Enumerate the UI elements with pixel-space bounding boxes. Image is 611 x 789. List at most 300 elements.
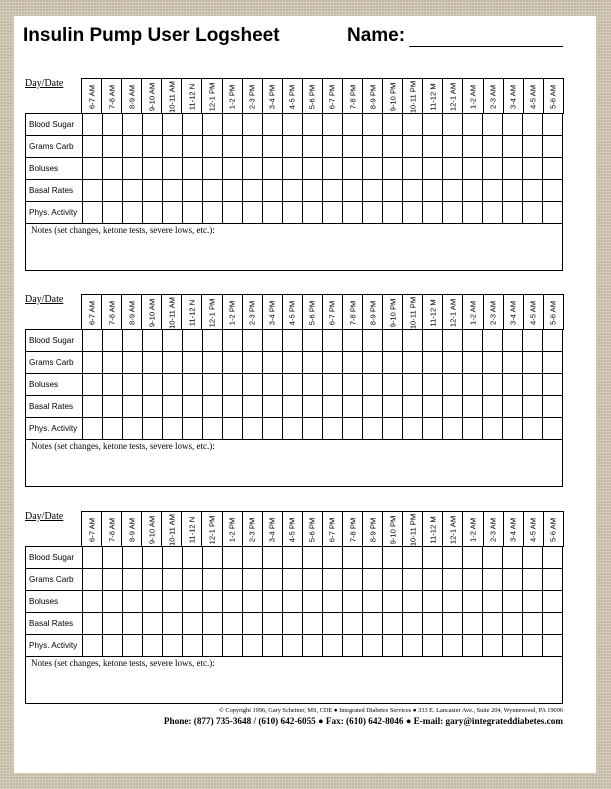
log-entry-cell[interactable] <box>323 374 343 396</box>
log-entry-cell[interactable] <box>443 180 463 202</box>
log-entry-cell[interactable] <box>363 158 383 180</box>
log-entry-cell[interactable] <box>83 136 103 158</box>
log-entry-cell[interactable] <box>103 202 123 224</box>
log-entry-cell[interactable] <box>403 547 423 569</box>
log-entry-cell[interactable] <box>463 613 483 635</box>
log-entry-cell[interactable] <box>283 547 303 569</box>
log-entry-cell[interactable] <box>403 180 423 202</box>
log-entry-cell[interactable] <box>163 418 183 440</box>
log-entry-cell[interactable] <box>383 158 403 180</box>
log-entry-cell[interactable] <box>363 635 383 657</box>
log-entry-cell[interactable] <box>183 613 203 635</box>
log-entry-cell[interactable] <box>123 374 143 396</box>
log-entry-cell[interactable] <box>223 114 243 136</box>
log-entry-cell[interactable] <box>343 635 363 657</box>
log-entry-cell[interactable] <box>343 114 363 136</box>
notes-box[interactable] <box>25 223 563 271</box>
log-entry-cell[interactable] <box>263 158 283 180</box>
log-entry-cell[interactable] <box>83 569 103 591</box>
log-entry-cell[interactable] <box>443 396 463 418</box>
log-entry-cell[interactable] <box>103 158 123 180</box>
log-entry-cell[interactable] <box>263 114 283 136</box>
log-entry-cell[interactable] <box>83 180 103 202</box>
log-entry-cell[interactable] <box>203 591 223 613</box>
log-entry-cell[interactable] <box>83 547 103 569</box>
log-entry-cell[interactable] <box>223 158 243 180</box>
log-entry-cell[interactable] <box>343 352 363 374</box>
log-entry-cell[interactable] <box>163 330 183 352</box>
log-entry-cell[interactable] <box>523 352 543 374</box>
log-entry-cell[interactable] <box>203 158 223 180</box>
log-entry-cell[interactable] <box>163 180 183 202</box>
log-entry-cell[interactable] <box>183 180 203 202</box>
log-entry-cell[interactable] <box>203 114 223 136</box>
log-entry-cell[interactable] <box>383 136 403 158</box>
log-entry-cell[interactable] <box>543 202 563 224</box>
log-entry-cell[interactable] <box>343 613 363 635</box>
log-entry-cell[interactable] <box>203 374 223 396</box>
log-entry-cell[interactable] <box>483 352 503 374</box>
log-entry-cell[interactable] <box>543 418 563 440</box>
log-entry-cell[interactable] <box>363 547 383 569</box>
log-entry-cell[interactable] <box>383 180 403 202</box>
log-entry-cell[interactable] <box>203 613 223 635</box>
log-entry-cell[interactable] <box>143 591 163 613</box>
log-entry-cell[interactable] <box>543 396 563 418</box>
log-entry-cell[interactable] <box>303 547 323 569</box>
log-entry-cell[interactable] <box>243 352 263 374</box>
log-entry-cell[interactable] <box>503 613 523 635</box>
log-entry-cell[interactable] <box>423 547 443 569</box>
log-entry-cell[interactable] <box>243 569 263 591</box>
log-entry-cell[interactable] <box>243 180 263 202</box>
log-entry-cell[interactable] <box>283 591 303 613</box>
log-entry-cell[interactable] <box>383 613 403 635</box>
log-entry-cell[interactable] <box>303 591 323 613</box>
log-entry-cell[interactable] <box>503 418 523 440</box>
log-entry-cell[interactable] <box>523 547 543 569</box>
log-entry-cell[interactable] <box>443 374 463 396</box>
log-entry-cell[interactable] <box>163 569 183 591</box>
log-entry-cell[interactable] <box>83 158 103 180</box>
log-entry-cell[interactable] <box>283 569 303 591</box>
log-entry-cell[interactable] <box>443 330 463 352</box>
log-entry-cell[interactable] <box>263 613 283 635</box>
log-entry-cell[interactable] <box>103 635 123 657</box>
log-entry-cell[interactable] <box>303 114 323 136</box>
log-entry-cell[interactable] <box>403 635 423 657</box>
log-entry-cell[interactable] <box>423 396 443 418</box>
log-entry-cell[interactable] <box>143 114 163 136</box>
log-entry-cell[interactable] <box>503 352 523 374</box>
log-entry-cell[interactable] <box>123 180 143 202</box>
log-entry-cell[interactable] <box>503 158 523 180</box>
log-entry-cell[interactable] <box>243 114 263 136</box>
log-entry-cell[interactable] <box>83 352 103 374</box>
log-entry-cell[interactable] <box>343 396 363 418</box>
log-entry-cell[interactable] <box>443 613 463 635</box>
log-entry-cell[interactable] <box>103 418 123 440</box>
log-entry-cell[interactable] <box>103 396 123 418</box>
log-entry-cell[interactable] <box>283 613 303 635</box>
log-entry-cell[interactable] <box>383 330 403 352</box>
log-entry-cell[interactable] <box>403 613 423 635</box>
log-entry-cell[interactable] <box>323 180 343 202</box>
log-entry-cell[interactable] <box>403 418 423 440</box>
log-entry-cell[interactable] <box>403 591 423 613</box>
log-entry-cell[interactable] <box>143 330 163 352</box>
log-entry-cell[interactable] <box>463 591 483 613</box>
log-entry-cell[interactable] <box>283 330 303 352</box>
log-entry-cell[interactable] <box>103 569 123 591</box>
log-entry-cell[interactable] <box>143 202 163 224</box>
log-entry-cell[interactable] <box>163 635 183 657</box>
log-entry-cell[interactable] <box>263 591 283 613</box>
log-entry-cell[interactable] <box>543 569 563 591</box>
log-entry-cell[interactable] <box>203 202 223 224</box>
log-entry-cell[interactable] <box>303 569 323 591</box>
log-entry-cell[interactable] <box>143 547 163 569</box>
log-entry-cell[interactable] <box>523 635 543 657</box>
log-entry-cell[interactable] <box>123 330 143 352</box>
log-entry-cell[interactable] <box>483 635 503 657</box>
log-entry-cell[interactable] <box>303 352 323 374</box>
log-entry-cell[interactable] <box>483 136 503 158</box>
log-entry-cell[interactable] <box>523 180 543 202</box>
log-entry-cell[interactable] <box>243 591 263 613</box>
log-entry-cell[interactable] <box>103 591 123 613</box>
log-entry-cell[interactable] <box>203 418 223 440</box>
log-entry-cell[interactable] <box>163 352 183 374</box>
log-entry-cell[interactable] <box>383 418 403 440</box>
log-entry-cell[interactable] <box>523 158 543 180</box>
log-entry-cell[interactable] <box>243 396 263 418</box>
log-entry-cell[interactable] <box>123 547 143 569</box>
log-entry-cell[interactable] <box>223 613 243 635</box>
log-entry-cell[interactable] <box>523 591 543 613</box>
log-entry-cell[interactable] <box>323 613 343 635</box>
log-entry-cell[interactable] <box>263 202 283 224</box>
log-entry-cell[interactable] <box>243 136 263 158</box>
log-entry-cell[interactable] <box>283 114 303 136</box>
log-entry-cell[interactable] <box>503 114 523 136</box>
log-entry-cell[interactable] <box>223 330 243 352</box>
log-entry-cell[interactable] <box>543 158 563 180</box>
log-entry-cell[interactable] <box>343 136 363 158</box>
log-entry-cell[interactable] <box>323 635 343 657</box>
log-entry-cell[interactable] <box>123 158 143 180</box>
log-entry-cell[interactable] <box>243 613 263 635</box>
log-entry-cell[interactable] <box>343 374 363 396</box>
log-entry-cell[interactable] <box>383 591 403 613</box>
log-entry-cell[interactable] <box>263 635 283 657</box>
log-entry-cell[interactable] <box>323 569 343 591</box>
log-entry-cell[interactable] <box>263 180 283 202</box>
log-entry-cell[interactable] <box>423 202 443 224</box>
log-entry-cell[interactable] <box>223 352 243 374</box>
log-entry-cell[interactable] <box>223 635 243 657</box>
notes-box[interactable] <box>25 656 563 704</box>
log-entry-cell[interactable] <box>363 396 383 418</box>
log-entry-cell[interactable] <box>83 330 103 352</box>
log-entry-cell[interactable] <box>523 569 543 591</box>
log-entry-cell[interactable] <box>163 613 183 635</box>
log-entry-cell[interactable] <box>423 635 443 657</box>
log-entry-cell[interactable] <box>443 136 463 158</box>
log-entry-cell[interactable] <box>523 114 543 136</box>
log-entry-cell[interactable] <box>143 136 163 158</box>
log-entry-cell[interactable] <box>323 418 343 440</box>
log-entry-cell[interactable] <box>223 569 243 591</box>
log-entry-cell[interactable] <box>143 180 163 202</box>
log-entry-cell[interactable] <box>243 202 263 224</box>
log-entry-cell[interactable] <box>283 374 303 396</box>
log-entry-cell[interactable] <box>483 569 503 591</box>
log-entry-cell[interactable] <box>483 591 503 613</box>
log-entry-cell[interactable] <box>523 613 543 635</box>
log-entry-cell[interactable] <box>83 418 103 440</box>
log-entry-cell[interactable] <box>503 591 523 613</box>
log-entry-cell[interactable] <box>443 418 463 440</box>
log-entry-cell[interactable] <box>463 635 483 657</box>
log-entry-cell[interactable] <box>303 418 323 440</box>
log-entry-cell[interactable] <box>543 635 563 657</box>
log-entry-cell[interactable] <box>343 202 363 224</box>
log-entry-cell[interactable] <box>123 136 143 158</box>
log-entry-cell[interactable] <box>423 613 443 635</box>
log-entry-cell[interactable] <box>403 569 423 591</box>
log-entry-cell[interactable] <box>83 635 103 657</box>
log-entry-cell[interactable] <box>203 330 223 352</box>
log-entry-cell[interactable] <box>443 158 463 180</box>
log-entry-cell[interactable] <box>103 180 123 202</box>
log-entry-cell[interactable] <box>323 202 343 224</box>
log-entry-cell[interactable] <box>183 635 203 657</box>
log-entry-cell[interactable] <box>323 136 343 158</box>
log-entry-cell[interactable] <box>383 396 403 418</box>
log-entry-cell[interactable] <box>343 330 363 352</box>
log-entry-cell[interactable] <box>203 547 223 569</box>
log-entry-cell[interactable] <box>223 396 243 418</box>
log-entry-cell[interactable] <box>283 635 303 657</box>
log-entry-cell[interactable] <box>223 547 243 569</box>
log-entry-cell[interactable] <box>203 569 223 591</box>
log-entry-cell[interactable] <box>503 330 523 352</box>
log-entry-cell[interactable] <box>523 396 543 418</box>
log-entry-cell[interactable] <box>183 396 203 418</box>
log-entry-cell[interactable] <box>403 374 423 396</box>
log-entry-cell[interactable] <box>543 114 563 136</box>
log-entry-cell[interactable] <box>283 352 303 374</box>
log-entry-cell[interactable] <box>343 569 363 591</box>
log-entry-cell[interactable] <box>123 613 143 635</box>
log-entry-cell[interactable] <box>143 352 163 374</box>
log-entry-cell[interactable] <box>463 330 483 352</box>
log-entry-cell[interactable] <box>183 569 203 591</box>
log-entry-cell[interactable] <box>463 158 483 180</box>
log-entry-cell[interactable] <box>303 202 323 224</box>
log-entry-cell[interactable] <box>463 180 483 202</box>
log-entry-cell[interactable] <box>463 396 483 418</box>
log-entry-cell[interactable] <box>223 202 243 224</box>
log-entry-cell[interactable] <box>123 591 143 613</box>
log-entry-cell[interactable] <box>523 330 543 352</box>
log-entry-cell[interactable] <box>83 613 103 635</box>
log-entry-cell[interactable] <box>163 547 183 569</box>
log-entry-cell[interactable] <box>363 569 383 591</box>
log-entry-cell[interactable] <box>303 180 323 202</box>
log-entry-cell[interactable] <box>443 352 463 374</box>
log-entry-cell[interactable] <box>323 158 343 180</box>
log-entry-cell[interactable] <box>343 591 363 613</box>
log-entry-cell[interactable] <box>323 591 343 613</box>
log-entry-cell[interactable] <box>143 635 163 657</box>
log-entry-cell[interactable] <box>483 547 503 569</box>
log-entry-cell[interactable] <box>303 635 323 657</box>
log-entry-cell[interactable] <box>403 158 423 180</box>
log-entry-cell[interactable] <box>123 202 143 224</box>
log-entry-cell[interactable] <box>543 547 563 569</box>
log-entry-cell[interactable] <box>243 158 263 180</box>
log-entry-cell[interactable] <box>523 374 543 396</box>
log-entry-cell[interactable] <box>423 180 443 202</box>
log-entry-cell[interactable] <box>243 330 263 352</box>
log-entry-cell[interactable] <box>423 352 443 374</box>
log-entry-cell[interactable] <box>263 330 283 352</box>
log-entry-cell[interactable] <box>223 418 243 440</box>
log-entry-cell[interactable] <box>423 374 443 396</box>
log-entry-cell[interactable] <box>463 569 483 591</box>
log-entry-cell[interactable] <box>343 180 363 202</box>
log-entry-cell[interactable] <box>483 418 503 440</box>
log-entry-cell[interactable] <box>343 418 363 440</box>
log-entry-cell[interactable] <box>183 547 203 569</box>
log-entry-cell[interactable] <box>163 158 183 180</box>
log-entry-cell[interactable] <box>143 158 163 180</box>
log-entry-cell[interactable] <box>223 591 243 613</box>
log-entry-cell[interactable] <box>263 136 283 158</box>
log-entry-cell[interactable] <box>123 352 143 374</box>
log-entry-cell[interactable] <box>303 374 323 396</box>
log-entry-cell[interactable] <box>283 158 303 180</box>
log-entry-cell[interactable] <box>503 180 523 202</box>
log-entry-cell[interactable] <box>483 330 503 352</box>
log-entry-cell[interactable] <box>83 202 103 224</box>
log-entry-cell[interactable] <box>163 374 183 396</box>
log-entry-cell[interactable] <box>543 352 563 374</box>
log-entry-cell[interactable] <box>423 114 443 136</box>
log-entry-cell[interactable] <box>123 418 143 440</box>
log-entry-cell[interactable] <box>263 547 283 569</box>
log-entry-cell[interactable] <box>323 547 343 569</box>
log-entry-cell[interactable] <box>483 374 503 396</box>
log-entry-cell[interactable] <box>383 352 403 374</box>
log-entry-cell[interactable] <box>363 180 383 202</box>
log-entry-cell[interactable] <box>543 613 563 635</box>
log-entry-cell[interactable] <box>463 418 483 440</box>
log-entry-cell[interactable] <box>363 418 383 440</box>
log-entry-cell[interactable] <box>403 136 423 158</box>
log-entry-cell[interactable] <box>103 352 123 374</box>
log-entry-cell[interactable] <box>163 396 183 418</box>
log-entry-cell[interactable] <box>183 374 203 396</box>
log-entry-cell[interactable] <box>143 569 163 591</box>
log-entry-cell[interactable] <box>503 569 523 591</box>
log-entry-cell[interactable] <box>543 180 563 202</box>
log-entry-cell[interactable] <box>423 158 443 180</box>
log-entry-cell[interactable] <box>183 352 203 374</box>
log-entry-cell[interactable] <box>363 374 383 396</box>
log-entry-cell[interactable] <box>163 136 183 158</box>
log-entry-cell[interactable] <box>283 418 303 440</box>
log-entry-cell[interactable] <box>503 374 523 396</box>
log-entry-cell[interactable] <box>403 396 423 418</box>
log-entry-cell[interactable] <box>243 547 263 569</box>
log-entry-cell[interactable] <box>103 547 123 569</box>
log-entry-cell[interactable] <box>83 396 103 418</box>
log-entry-cell[interactable] <box>183 330 203 352</box>
log-entry-cell[interactable] <box>303 330 323 352</box>
log-entry-cell[interactable] <box>363 114 383 136</box>
log-entry-cell[interactable] <box>143 374 163 396</box>
log-entry-cell[interactable] <box>183 591 203 613</box>
log-entry-cell[interactable] <box>363 136 383 158</box>
log-entry-cell[interactable] <box>523 202 543 224</box>
log-entry-cell[interactable] <box>123 569 143 591</box>
log-entry-cell[interactable] <box>383 635 403 657</box>
log-entry-cell[interactable] <box>203 352 223 374</box>
log-entry-cell[interactable] <box>323 352 343 374</box>
log-entry-cell[interactable] <box>123 635 143 657</box>
log-entry-cell[interactable] <box>223 180 243 202</box>
log-entry-cell[interactable] <box>323 114 343 136</box>
log-entry-cell[interactable] <box>463 136 483 158</box>
log-entry-cell[interactable] <box>283 202 303 224</box>
log-entry-cell[interactable] <box>363 613 383 635</box>
log-entry-cell[interactable] <box>383 547 403 569</box>
log-entry-cell[interactable] <box>443 635 463 657</box>
log-entry-cell[interactable] <box>543 374 563 396</box>
log-entry-cell[interactable] <box>523 418 543 440</box>
log-entry-cell[interactable] <box>263 418 283 440</box>
notes-box[interactable] <box>25 439 563 487</box>
log-entry-cell[interactable] <box>463 547 483 569</box>
log-entry-cell[interactable] <box>423 569 443 591</box>
log-entry-cell[interactable] <box>383 374 403 396</box>
log-entry-cell[interactable] <box>463 202 483 224</box>
log-entry-cell[interactable] <box>543 591 563 613</box>
log-entry-cell[interactable] <box>503 396 523 418</box>
log-entry-cell[interactable] <box>283 136 303 158</box>
log-entry-cell[interactable] <box>203 180 223 202</box>
log-entry-cell[interactable] <box>463 114 483 136</box>
log-entry-cell[interactable] <box>403 202 423 224</box>
log-entry-cell[interactable] <box>183 418 203 440</box>
log-entry-cell[interactable] <box>183 158 203 180</box>
log-entry-cell[interactable] <box>223 374 243 396</box>
log-entry-cell[interactable] <box>503 547 523 569</box>
log-entry-cell[interactable] <box>463 374 483 396</box>
log-entry-cell[interactable] <box>443 114 463 136</box>
log-entry-cell[interactable] <box>443 202 463 224</box>
log-entry-cell[interactable] <box>243 418 263 440</box>
log-entry-cell[interactable] <box>263 352 283 374</box>
log-entry-cell[interactable] <box>423 418 443 440</box>
log-entry-cell[interactable] <box>403 352 423 374</box>
log-entry-cell[interactable] <box>403 114 423 136</box>
log-entry-cell[interactable] <box>523 136 543 158</box>
log-entry-cell[interactable] <box>443 591 463 613</box>
